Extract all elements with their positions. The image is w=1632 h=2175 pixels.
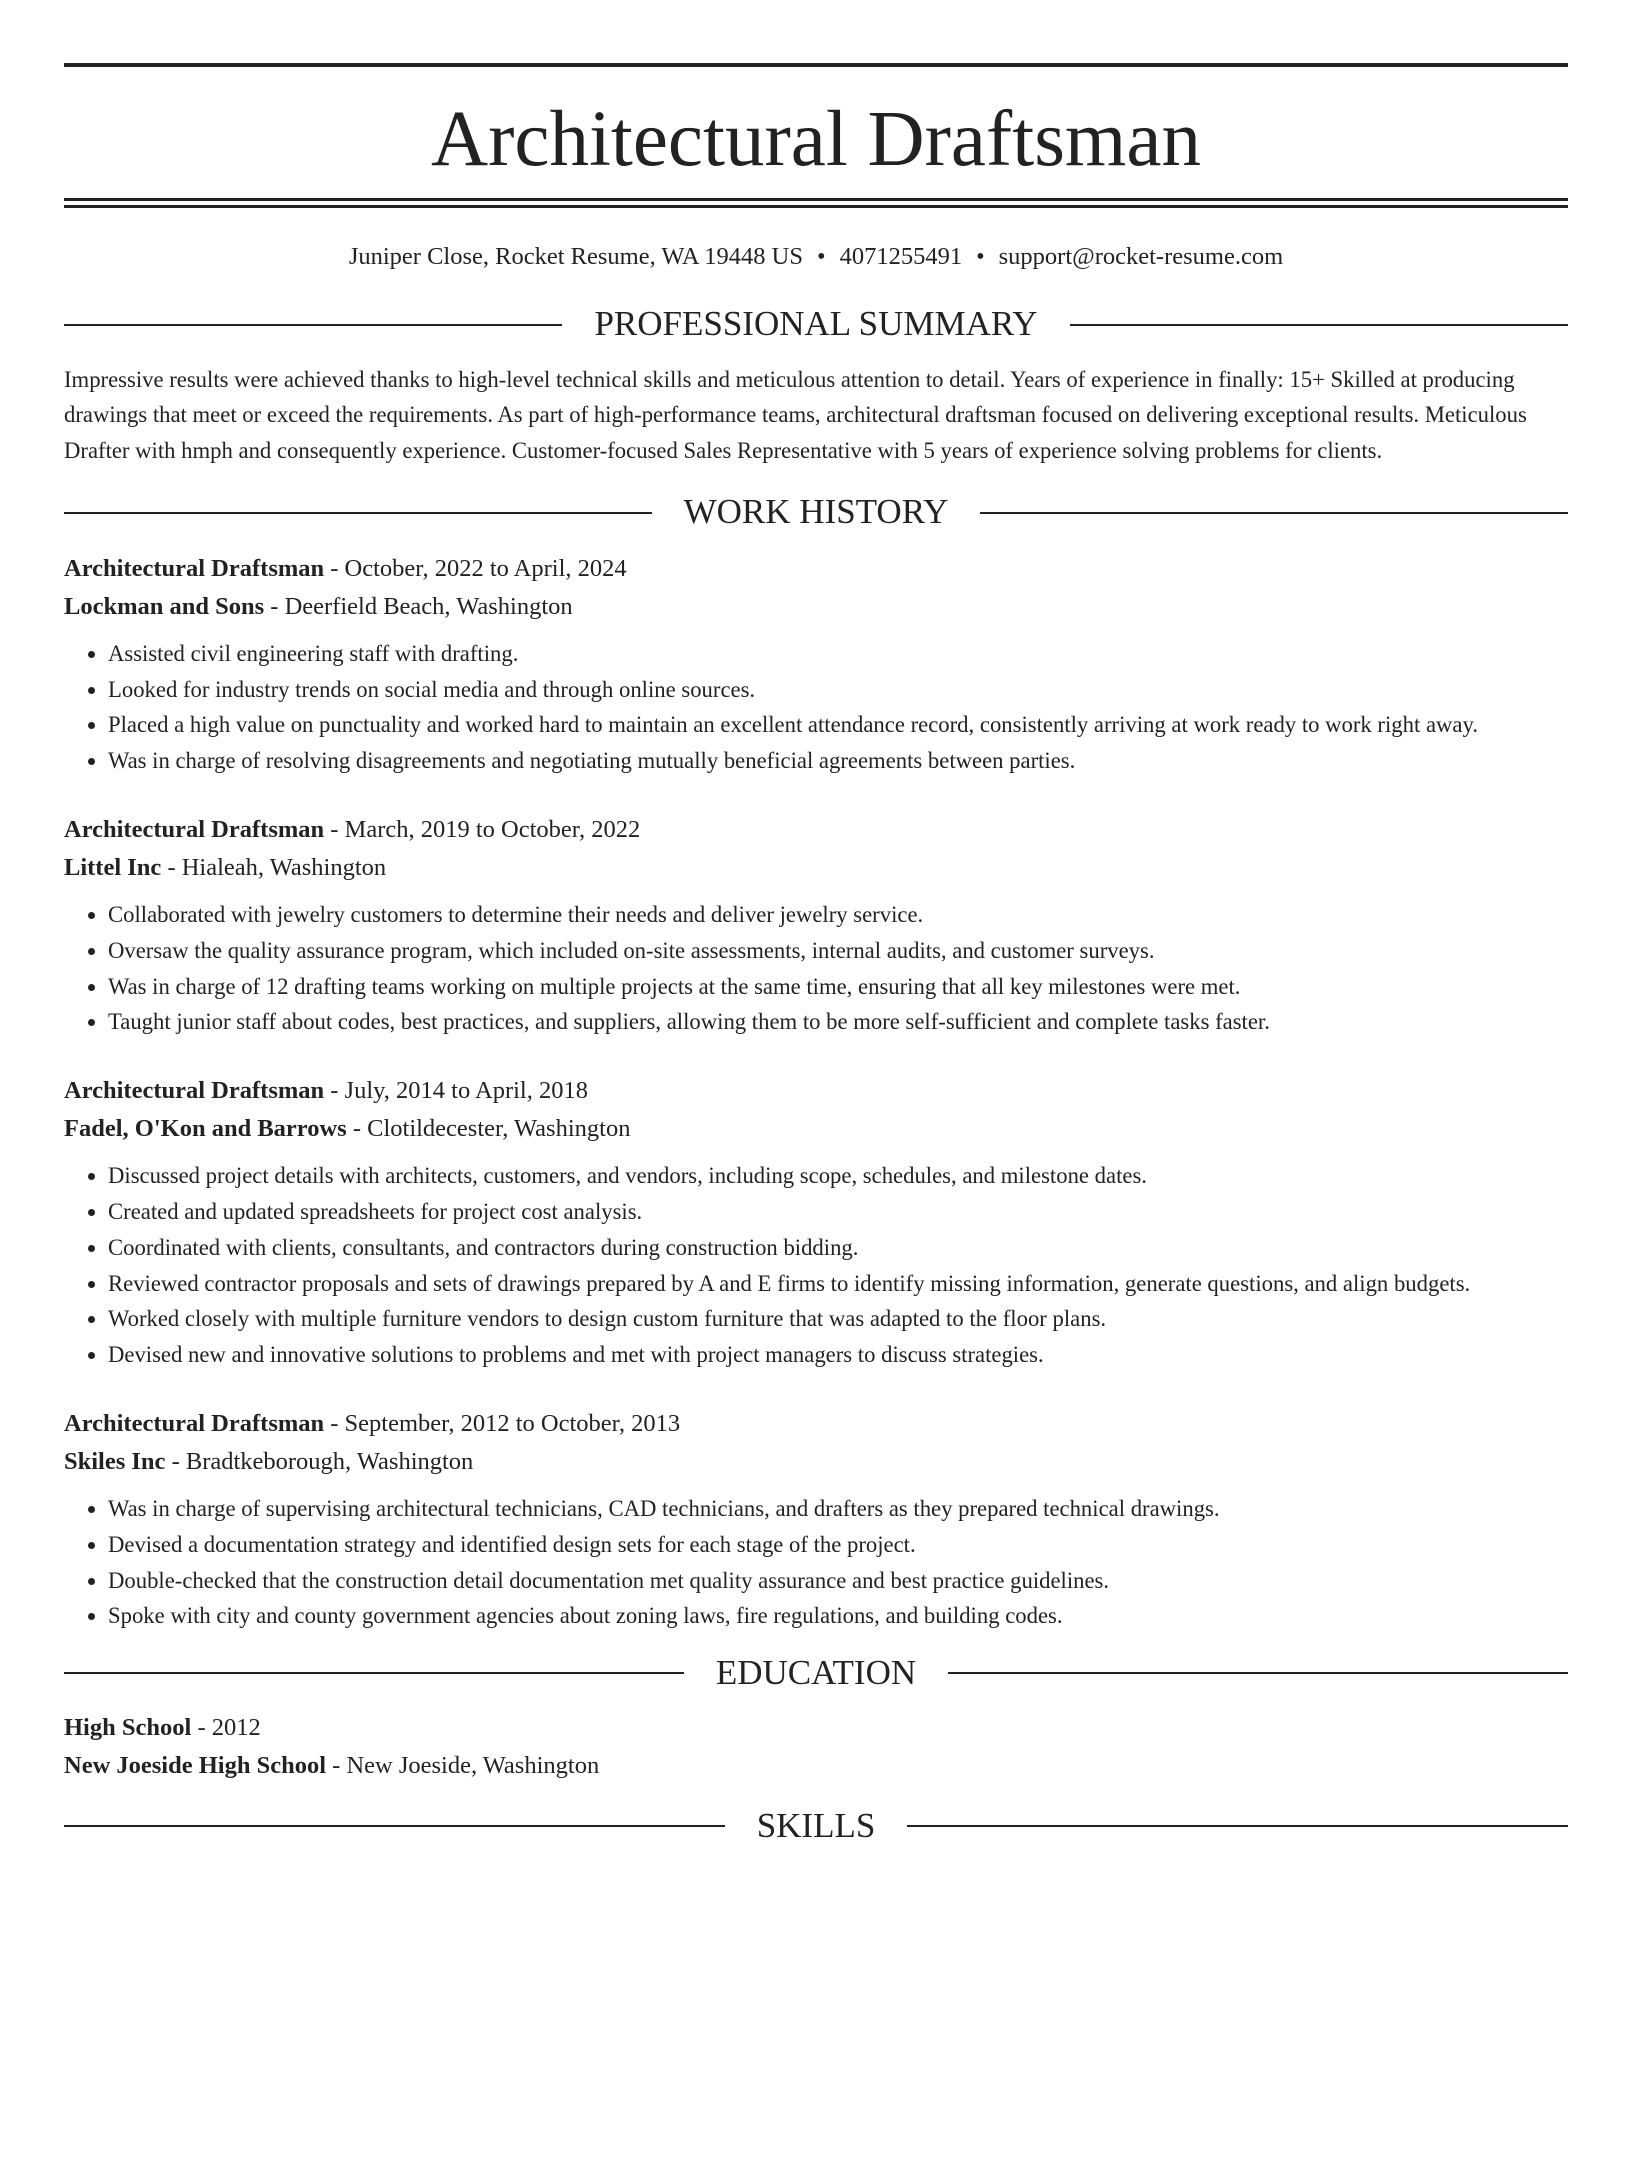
job-bullet: • Worked closely with multiple furniture vendors to design custom furniture that was adapted to the floor plans.	[108, 1301, 1568, 1337]
resume-title: Architectural Draftsman	[431, 96, 1201, 183]
job-entry	[64, 811, 1568, 1040]
heading-rule	[64, 324, 562, 326]
job-bullet: • Double-checked that the construction detail documentation met quality assurance and best practice guidelines.	[108, 1563, 1568, 1599]
heading-rule	[64, 512, 652, 514]
job-bullets	[64, 1491, 1568, 1634]
job-title-line	[64, 1072, 1568, 1110]
job-company: Lockman and Sons	[64, 592, 265, 620]
job-bullet: • Spoke with city and county government agencies about zoning laws, fire regulations, and building codes.	[108, 1598, 1568, 1634]
job-bullet: • Placed a high value on punctuality and worked hard to maintain an excellent attendance record, consistently arriving at work ready to work right away.	[108, 707, 1568, 743]
job-company-line	[64, 849, 1568, 887]
job-bullets	[64, 1158, 1568, 1373]
heading-rule	[1070, 324, 1568, 326]
contact-separator: •	[976, 243, 985, 270]
top-rule	[64, 63, 1568, 67]
job-bullet: • Coordinated with clients, consultants, and contractors during construction bidding.	[108, 1230, 1568, 1266]
heading-rule	[64, 1825, 725, 1827]
contact-email: support@rocket-resume.com	[998, 243, 1284, 270]
heading-rule	[980, 512, 1568, 514]
job-company-line	[64, 1443, 1568, 1481]
job-location: - Deerfield Beach, Washington	[264, 592, 573, 620]
resume-page	[0, 63, 1632, 2175]
job-bullets	[64, 897, 1568, 1040]
job-company: Skiles Inc	[64, 1448, 166, 1476]
job-bullet: • Looked for industry trends on social media and through online sources.	[108, 672, 1568, 708]
job-title: Architectural Draftsman	[64, 1077, 325, 1105]
job-bullet: • Was in charge of 12 drafting teams working on multiple projects at the same time, ensuring that all key milestones were met.	[108, 969, 1568, 1005]
heading-rule	[907, 1825, 1568, 1827]
job-title: Architectural Draftsman	[64, 816, 325, 844]
education-school: New Joeside High School	[64, 1751, 327, 1779]
job-location: - Clotildecester, Washington	[346, 1115, 631, 1143]
contact-line	[64, 242, 1568, 271]
section-heading-summary	[64, 305, 1568, 344]
education-degree-line	[64, 1709, 1568, 1747]
job-dates: - September, 2012 to October, 2013	[324, 1410, 681, 1438]
contact-separator: •	[816, 243, 826, 270]
job-title-line	[64, 550, 1568, 588]
section-title: WORK HISTORY	[683, 492, 949, 532]
section-heading-work	[64, 493, 1568, 532]
education-entry	[64, 1709, 1568, 1785]
job-bullet: • Was in charge of supervising architectural technicians, CAD technicians, and drafters as they prepared technical drawings.	[108, 1491, 1568, 1527]
job-title: Architectural Draftsman	[64, 554, 325, 582]
job-title: Architectural Draftsman	[64, 1410, 325, 1438]
job-bullet: • Oversaw the quality assurance program, which included on-site assessments, internal audits, and customer surveys.	[108, 933, 1568, 969]
education-degree: High School	[64, 1713, 192, 1741]
summary-text: Impressive results were achieved thanks to high-level technical skills and meticulous attention to detail. Years of experience in finally: 15+ Skilled at producing drawings that meet or exceed the requirements. As part of high-performance teams, architectural draftsman focused on delivering exceptional results. Meticulous Drafter with hmph and consequently experience. Customer-focused Sales Representative with 5 years of experience solving problems for clients.	[64, 366, 1527, 463]
job-company: Littel Inc	[64, 854, 162, 882]
job-bullet: • Reviewed contractor proposals and sets of drawings prepared by A and E firms to identify missing information, generate questions, and align budgets.	[108, 1266, 1568, 1302]
job-company-line	[64, 1110, 1568, 1148]
heading-rule	[64, 1672, 684, 1674]
job-bullet: • Discussed project details with architects, customers, and vendors, including scope, schedules, and milestone dates.	[108, 1158, 1568, 1194]
job-dates: - July, 2014 to April, 2018	[324, 1077, 588, 1105]
job-bullet: • Devised a documentation strategy and identified design sets for each stage of the project.	[108, 1527, 1568, 1563]
education-year: - 2012	[191, 1713, 261, 1741]
job-company: Fadel, O'Kon and Barrows	[64, 1115, 347, 1143]
job-entry	[64, 1072, 1568, 1373]
job-company-line	[64, 588, 1568, 626]
job-entry	[64, 1405, 1568, 1634]
education-location: - New Joeside, Washington	[326, 1751, 600, 1779]
job-title-line	[64, 811, 1568, 849]
section-title: EDUCATION	[715, 1653, 917, 1693]
job-bullet: • Was in charge of resolving disagreements and negotiating mutually beneficial agreements between parties.	[108, 743, 1568, 779]
section-title: SKILLS	[756, 1805, 876, 1845]
job-bullet: • Created and updated spreadsheets for project cost analysis.	[108, 1194, 1568, 1230]
contact-phone: 4071255491	[839, 243, 963, 270]
section-heading-education	[64, 1654, 1568, 1693]
job-title-line	[64, 1405, 1568, 1443]
job-bullets	[64, 636, 1568, 779]
job-bullet: • Devised new and innovative solutions to problems and met with project managers to discuss strategies.	[108, 1337, 1568, 1373]
job-bullet: • Assisted civil engineering staff with drafting.	[108, 636, 1568, 672]
section-heading-skills	[64, 1807, 1568, 1846]
job-entry	[64, 550, 1568, 779]
job-dates: - October, 2022 to April, 2024	[324, 554, 627, 582]
job-bullet: • Taught junior staff about codes, best practices, and suppliers, allowing them to be more self-sufficient and complete tasks faster.	[108, 1004, 1568, 1040]
job-dates: - March, 2019 to October, 2022	[324, 816, 641, 844]
section-title: PROFESSIONAL SUMMARY	[594, 304, 1038, 344]
job-location: - Bradtkeborough, Washington	[165, 1448, 474, 1476]
education-school-line	[64, 1747, 1568, 1785]
contact-address: Juniper Close, Rocket Resume, WA 19448 US	[348, 243, 803, 270]
job-location: - Hialeah, Washington	[161, 854, 387, 882]
heading-rule	[948, 1672, 1568, 1674]
job-bullet: • Collaborated with jewelry customers to determine their needs and deliver jewelry service.	[108, 897, 1568, 933]
title-double-rule	[64, 198, 1568, 208]
